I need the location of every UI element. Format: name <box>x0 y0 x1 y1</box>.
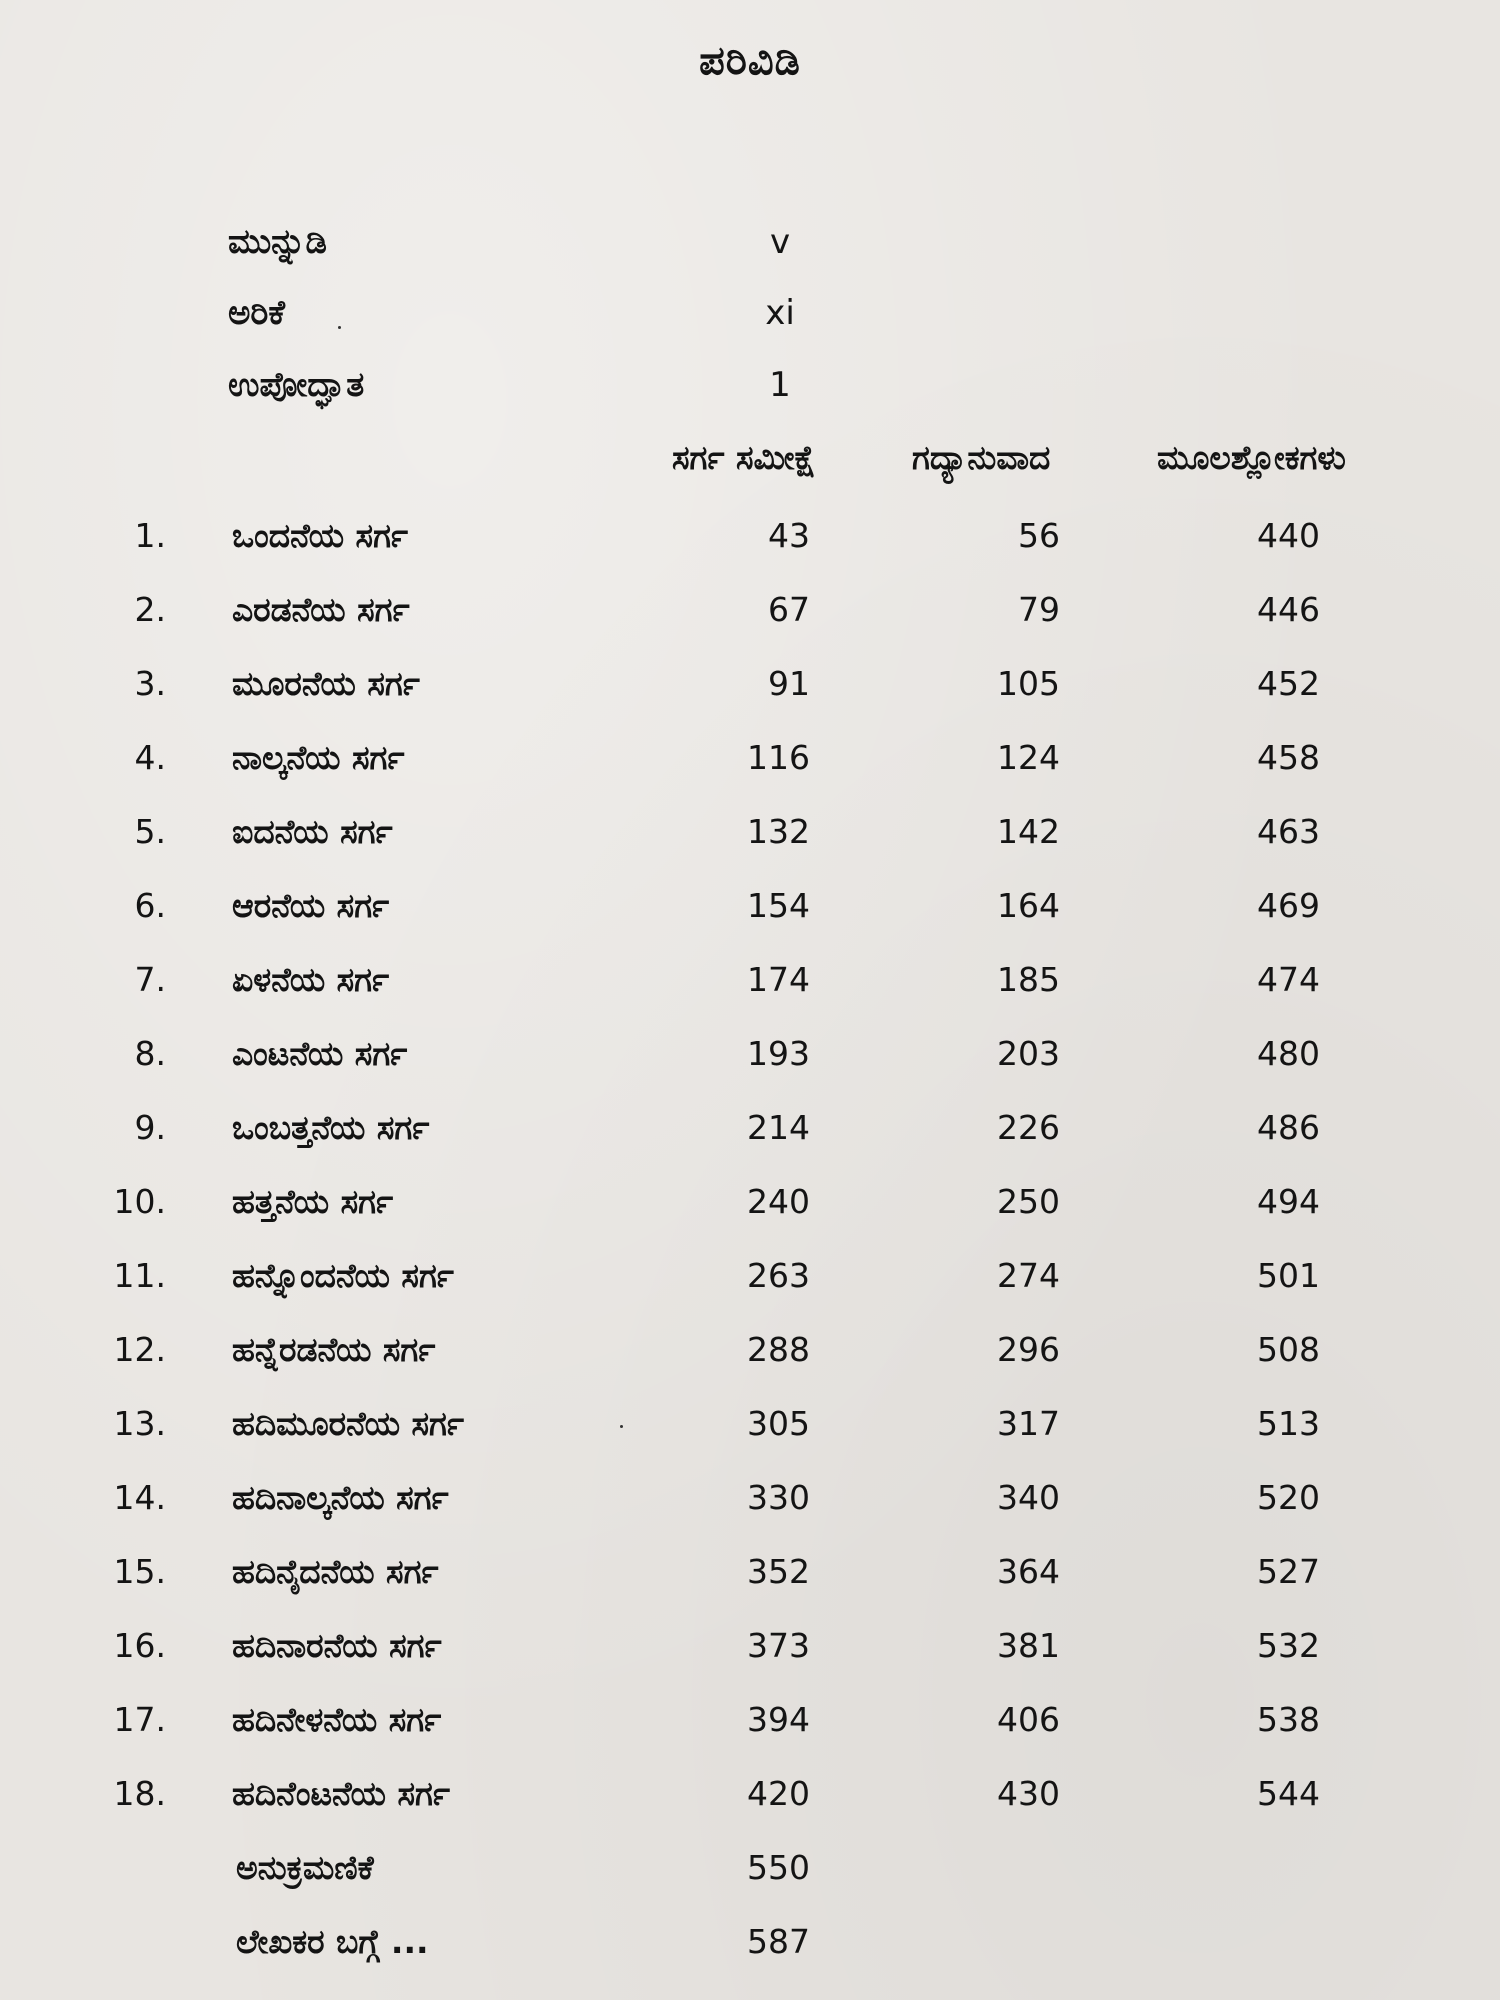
chapter-number: 5. <box>134 812 166 851</box>
print-speck <box>620 1425 623 1428</box>
front-matter-page: xi <box>765 293 795 333</box>
chapter-name: ಹತ್ತನೆಯ ಸರ್ಗ <box>232 1182 394 1221</box>
chapter-number: 1. <box>134 516 166 555</box>
chapter-name: ಹದಿನೆಂಟನೆಯ ಸರ್ಗ <box>232 1774 450 1813</box>
gadya-page: 430 <box>997 1774 1060 1813</box>
chapter-name: ನಾಲ್ಕನೆಯ ಸರ್ಗ <box>232 738 405 777</box>
chapter-number: 4. <box>134 738 166 777</box>
moola-page: 527 <box>1257 1552 1320 1591</box>
moola-page: 520 <box>1257 1478 1320 1517</box>
moola-page: 532 <box>1257 1626 1320 1665</box>
moola-page: 501 <box>1257 1256 1320 1295</box>
print-speck <box>338 326 341 329</box>
gadya-page: 406 <box>997 1700 1060 1739</box>
chapter-row <box>0 1700 1500 1760</box>
front-matter-page: v <box>769 222 791 262</box>
gadya-page: 105 <box>997 664 1060 703</box>
samiksha-page: 193 <box>747 1034 810 1073</box>
moola-page: 544 <box>1257 1774 1320 1813</box>
back-matter-page: 550 <box>747 1848 810 1887</box>
chapter-row <box>0 1256 1500 1316</box>
chapter-name: ಒಂಬತ್ತನೆಯ ಸರ್ಗ <box>232 1108 430 1147</box>
samiksha-page: 263 <box>747 1256 810 1295</box>
gadya-page: 203 <box>997 1034 1060 1073</box>
chapter-number: 8. <box>134 1034 166 1073</box>
front-matter-page: 1 <box>769 365 791 405</box>
chapter-name: ಹನ್ನೆರಡನೆಯ ಸರ್ಗ <box>232 1330 436 1369</box>
back-matter-label: ಲೇಖಕರ ಬಗ್ಗೆ ... <box>236 1922 429 1961</box>
gadya-page: 226 <box>997 1108 1060 1147</box>
chapter-number: 2. <box>134 590 166 629</box>
front-matter-label: ಮುನ್ನುಡಿ <box>228 222 327 262</box>
gadya-page: 340 <box>997 1478 1060 1517</box>
chapter-number: 14. <box>113 1478 166 1517</box>
chapter-row <box>0 590 1500 650</box>
chapter-row <box>0 738 1500 798</box>
samiksha-page: 116 <box>747 738 810 777</box>
gadya-page: 164 <box>997 886 1060 925</box>
chapter-name: ಹದಿನೇಳನೆಯ ಸರ್ಗ <box>232 1700 442 1739</box>
page-title: ಪರಿವಿಡಿ <box>699 38 801 84</box>
samiksha-page: 394 <box>747 1700 810 1739</box>
gadya-page: 381 <box>997 1626 1060 1665</box>
samiksha-page: 174 <box>747 960 810 999</box>
chapter-row <box>0 1774 1500 1834</box>
chapter-row <box>0 1552 1500 1612</box>
chapter-name: ಹದಿನೈದನೆಯ ಸರ್ಗ <box>232 1552 439 1591</box>
column-header-moola: ಮೂಲಶ್ಲೋಕಗಳು <box>1157 438 1346 477</box>
back-matter-page: 587 <box>747 1922 810 1961</box>
gadya-page: 79 <box>1018 590 1060 629</box>
gadya-page: 142 <box>997 812 1060 851</box>
front-matter-label: ಉಪೋದ್ಘಾತ <box>228 365 365 405</box>
chapter-number: 11. <box>113 1256 166 1295</box>
chapter-number: 15. <box>113 1552 166 1591</box>
front-matter-row <box>0 222 1500 282</box>
back-matter-row <box>0 1848 1500 1908</box>
chapter-number: 6. <box>134 886 166 925</box>
chapter-row <box>0 960 1500 1020</box>
chapter-row <box>0 1330 1500 1390</box>
chapter-name: ಹದಿಮೂರನೆಯ ಸರ್ಗ <box>232 1404 464 1443</box>
chapter-name: ಹದಿನಾರನೆಯ ಸರ್ಗ <box>232 1626 442 1665</box>
chapter-name: ಐದನೆಯ ಸರ್ಗ <box>232 812 393 851</box>
samiksha-page: 305 <box>747 1404 810 1443</box>
chapter-row <box>0 886 1500 946</box>
column-header-samiksha: ಸರ್ಗ ಸಮೀಕ್ಷೆ <box>672 438 816 477</box>
front-matter-label: ಅರಿಕೆ <box>228 293 286 333</box>
samiksha-page: 240 <box>747 1182 810 1221</box>
chapter-row <box>0 1034 1500 1094</box>
chapter-number: 9. <box>134 1108 166 1147</box>
column-headers <box>0 438 1500 488</box>
chapter-row <box>0 664 1500 724</box>
samiksha-page: 43 <box>768 516 810 555</box>
moola-page: 463 <box>1257 812 1320 851</box>
chapter-row <box>0 1626 1500 1686</box>
gadya-page: 250 <box>997 1182 1060 1221</box>
chapter-number: 16. <box>113 1626 166 1665</box>
samiksha-page: 288 <box>747 1330 810 1369</box>
moola-page: 480 <box>1257 1034 1320 1073</box>
samiksha-page: 154 <box>747 886 810 925</box>
chapter-number: 12. <box>113 1330 166 1369</box>
chapter-name: ಹದಿನಾಲ್ಕನೆಯ ಸರ್ಗ <box>232 1478 449 1517</box>
samiksha-page: 132 <box>747 812 810 851</box>
moola-page: 538 <box>1257 1700 1320 1739</box>
moola-page: 469 <box>1257 886 1320 925</box>
moola-page: 494 <box>1257 1182 1320 1221</box>
chapter-number: 17. <box>113 1700 166 1739</box>
samiksha-page: 214 <box>747 1108 810 1147</box>
gadya-page: 185 <box>997 960 1060 999</box>
gadya-page: 56 <box>1018 516 1060 555</box>
gadya-page: 296 <box>997 1330 1060 1369</box>
chapter-row <box>0 1478 1500 1538</box>
chapter-name: ಏಳನೆಯ ಸರ್ಗ <box>232 960 390 999</box>
chapter-name: ಎಂಟನೆಯ ಸರ್ಗ <box>232 1034 408 1073</box>
moola-page: 513 <box>1257 1404 1320 1443</box>
chapter-row <box>0 516 1500 576</box>
moola-page: 486 <box>1257 1108 1320 1147</box>
chapter-number: 7. <box>134 960 166 999</box>
moola-page: 508 <box>1257 1330 1320 1369</box>
chapter-name: ಹನ್ನೊಂದನೆಯ ಸರ್ಗ <box>232 1256 454 1295</box>
samiksha-page: 330 <box>747 1478 810 1517</box>
chapter-name: ಆರನೆಯ ಸರ್ಗ <box>232 886 390 925</box>
chapter-row <box>0 1108 1500 1168</box>
samiksha-page: 373 <box>747 1626 810 1665</box>
gadya-page: 364 <box>997 1552 1060 1591</box>
back-matter-row <box>0 1922 1500 1982</box>
moola-page: 440 <box>1257 516 1320 555</box>
chapter-number: 10. <box>113 1182 166 1221</box>
chapter-row <box>0 1404 1500 1464</box>
chapter-row <box>0 812 1500 872</box>
chapter-name: ಮೂರನೆಯ ಸರ್ಗ <box>232 664 420 703</box>
column-header-gadya: ಗದ್ಯಾನುವಾದ <box>912 438 1051 477</box>
chapter-number: 18. <box>113 1774 166 1813</box>
chapter-name: ಒಂದನೆಯ ಸರ್ಗ <box>232 516 409 555</box>
chapter-row <box>0 1182 1500 1242</box>
moola-page: 474 <box>1257 960 1320 999</box>
moola-page: 452 <box>1257 664 1320 703</box>
gadya-page: 274 <box>997 1256 1060 1295</box>
moola-page: 446 <box>1257 590 1320 629</box>
moola-page: 458 <box>1257 738 1320 777</box>
front-matter-row <box>0 293 1500 353</box>
chapter-name: ಎರಡನೆಯ ಸರ್ಗ <box>232 590 410 629</box>
samiksha-page: 420 <box>747 1774 810 1813</box>
front-matter-row <box>0 365 1500 425</box>
samiksha-page: 352 <box>747 1552 810 1591</box>
gadya-page: 317 <box>997 1404 1060 1443</box>
samiksha-page: 67 <box>768 590 810 629</box>
samiksha-page: 91 <box>768 664 810 703</box>
chapter-number: 3. <box>134 664 166 703</box>
back-matter-label: ಅನುಕ್ರಮಣಿಕೆ <box>236 1848 374 1887</box>
chapter-number: 13. <box>113 1404 166 1443</box>
gadya-page: 124 <box>997 738 1060 777</box>
